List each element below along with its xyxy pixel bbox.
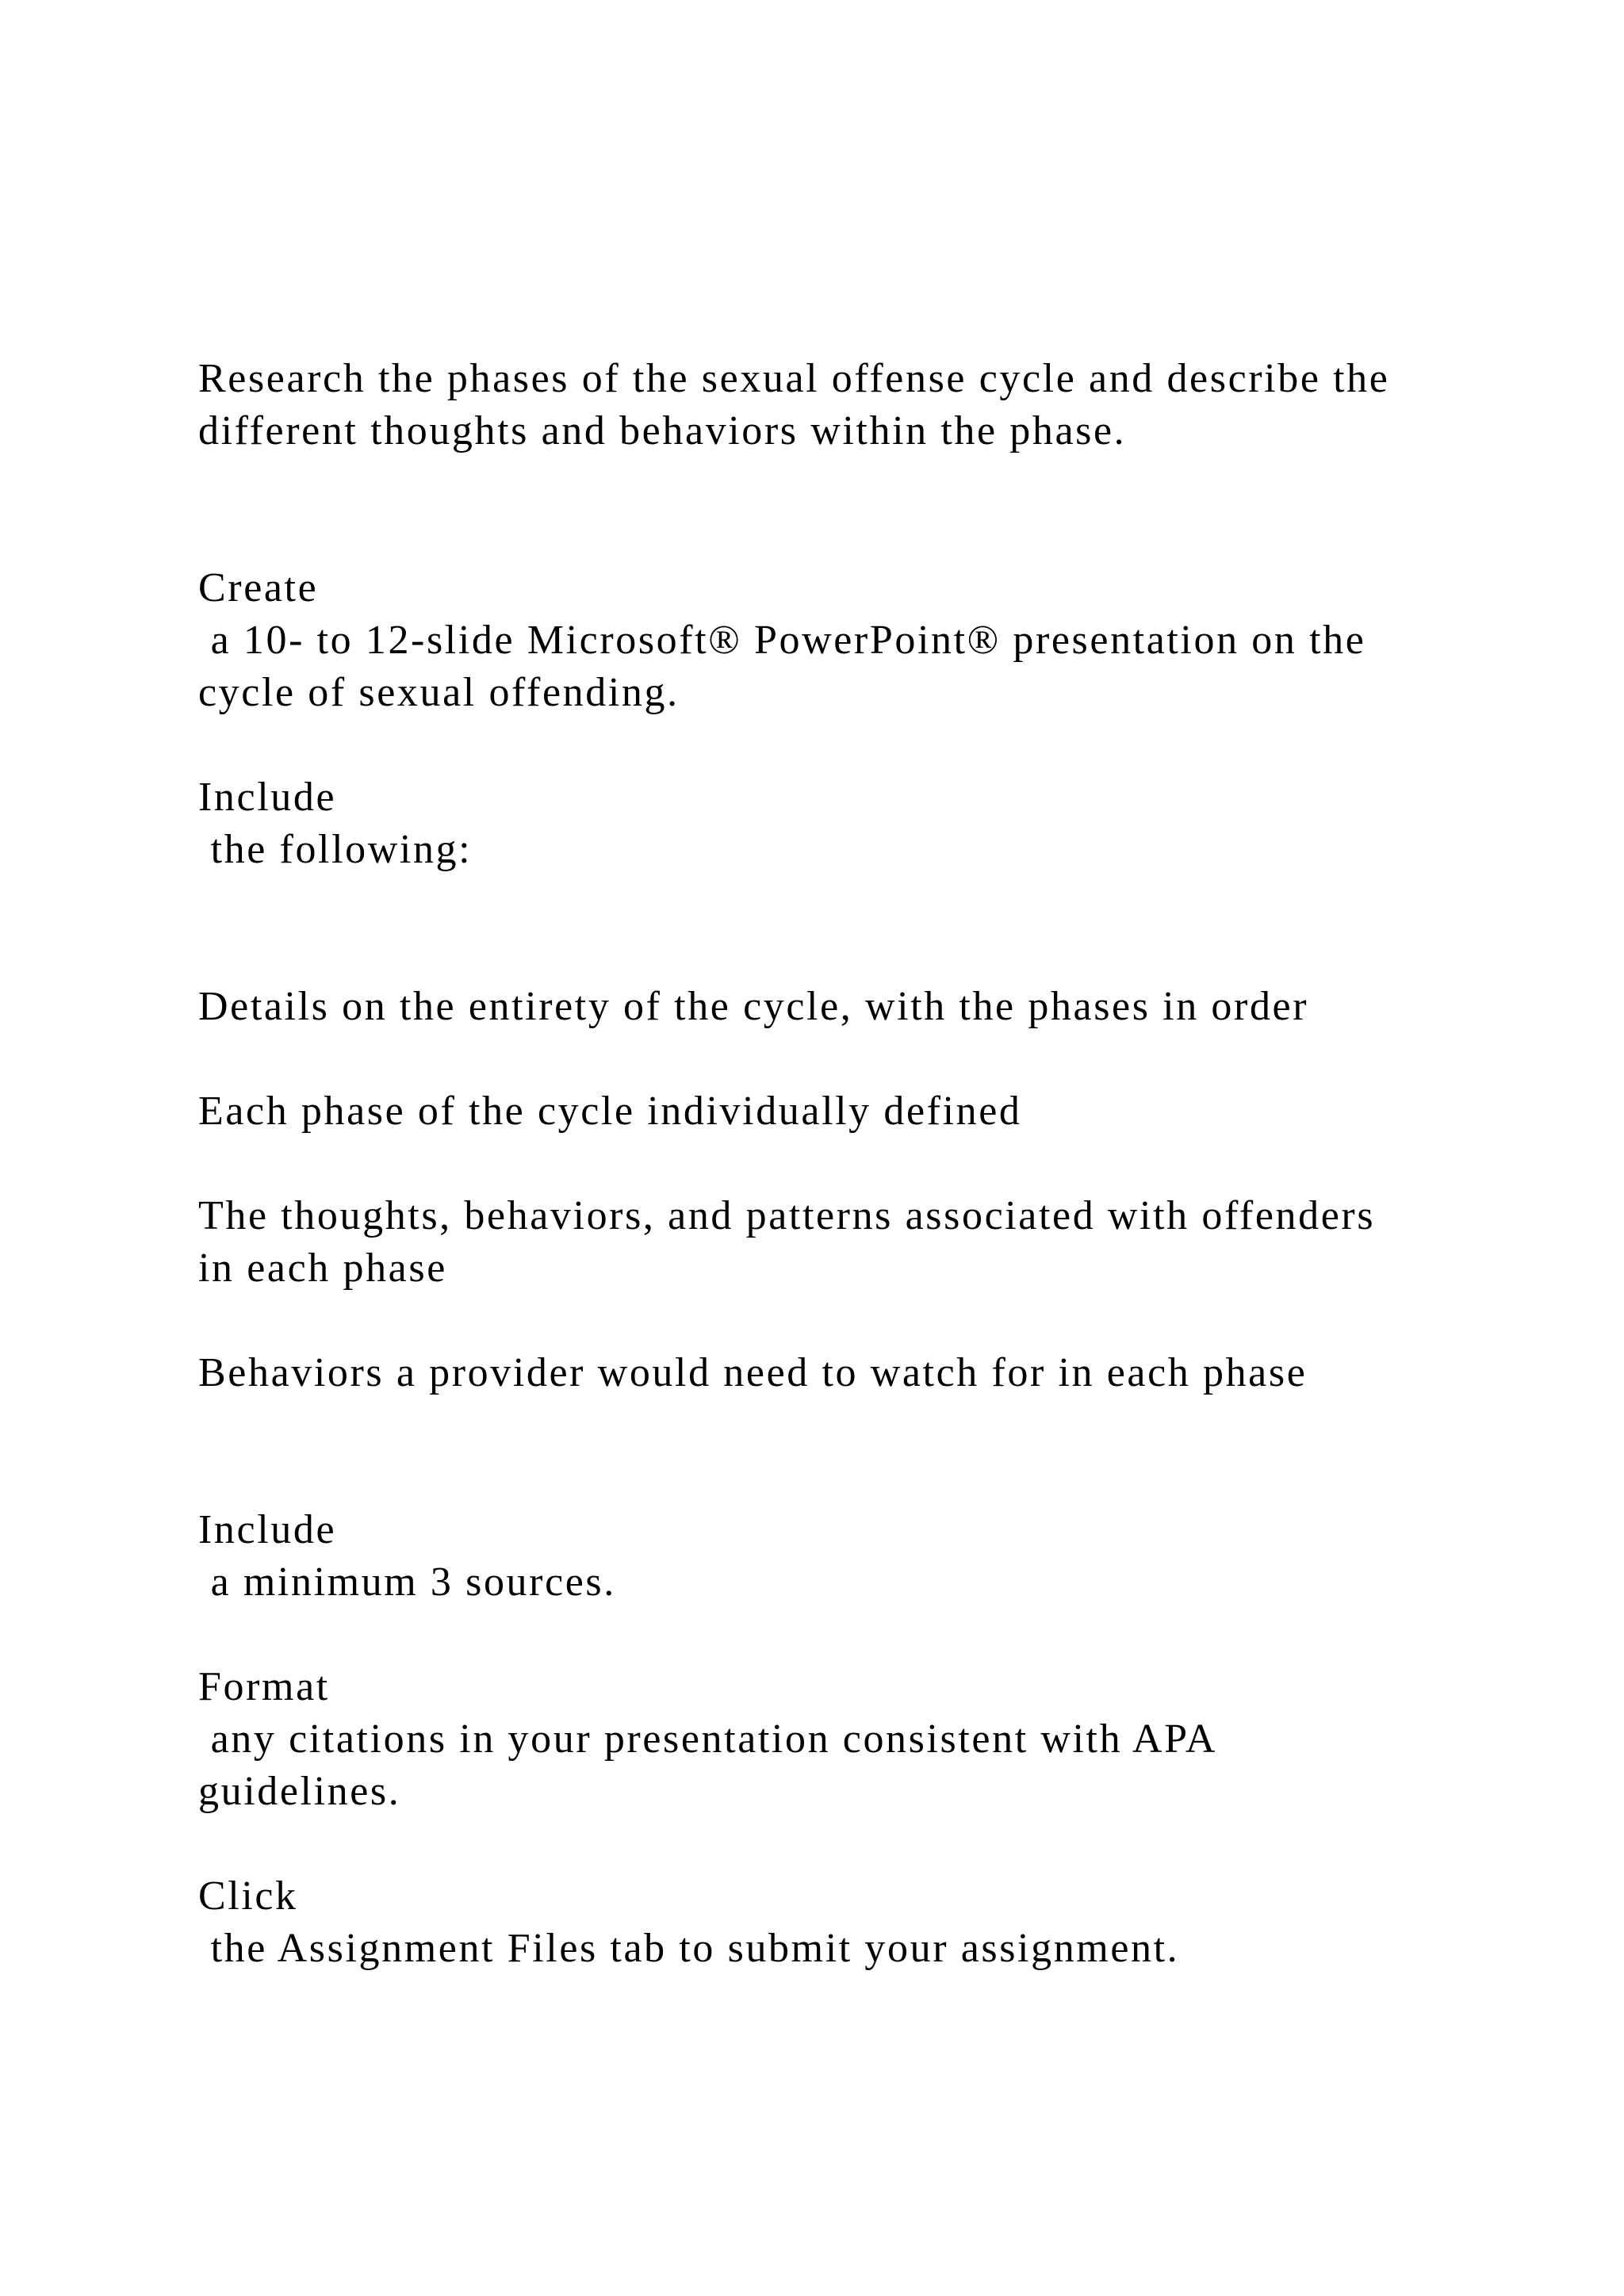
create-line-1: a 10- to 12-slide Microsoft® PowerPoint® presentation on the xyxy=(198,618,1366,663)
create-line-2: cycle of sexual offending. xyxy=(198,670,680,715)
include-line: the following: xyxy=(198,827,473,872)
click-line: the Assignment Files tab to submit your assignment. xyxy=(198,1926,1180,1971)
format-line-1: any citations in your presentation consistent with APA xyxy=(198,1716,1217,1762)
intro-line-1: Research the phases of the sexual offense cycle and describe the xyxy=(198,356,1390,401)
click-keyword: Click xyxy=(198,1873,298,1919)
list-item-phase: Each phase of the cycle individually defined xyxy=(198,1089,1022,1134)
list-item-thoughts-1: The thoughts, behaviors, and patterns associated with offenders xyxy=(198,1193,1376,1238)
include-sources-keyword: Include xyxy=(198,1507,337,1552)
include-sources-line: a minimum 3 sources. xyxy=(198,1559,616,1605)
list-item-cycle: Details on the entirety of the cycle, with the phases in order xyxy=(198,984,1309,1029)
intro-line-2: different thoughts and behaviors within the phase. xyxy=(198,408,1127,453)
format-keyword: Format xyxy=(198,1664,330,1709)
list-item-thoughts-2: in each phase xyxy=(198,1246,447,1291)
create-keyword: Create xyxy=(198,565,319,610)
list-item-behaviors: Behaviors a provider would need to watch for in each phase xyxy=(198,1350,1308,1395)
include-keyword: Include xyxy=(198,775,337,820)
format-line-2: guidelines. xyxy=(198,1769,401,1814)
